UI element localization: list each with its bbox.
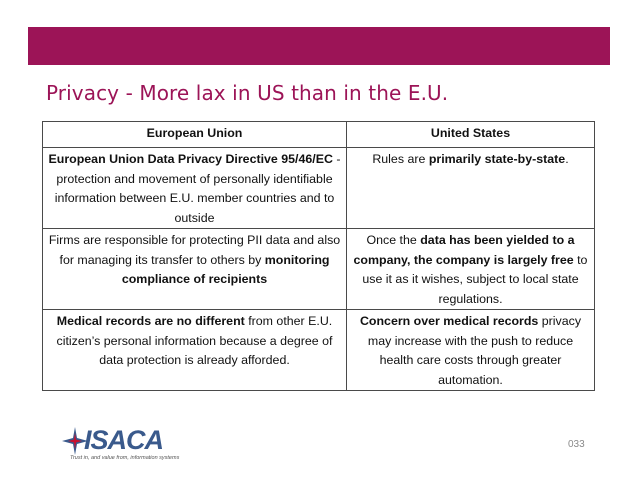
- eu-responsibility-text: Firms are responsible for protecting PII data and also for managing its transfer to others by: [48, 233, 341, 267]
- eu-medical-text: from other E.U. citizen’s personal information because a degree of data protection is already afforded.: [56, 314, 333, 367]
- us-cell-rules: [347, 148, 595, 229]
- us-cell-data-yielded: [347, 229, 595, 310]
- slide-title: Privacy - More lax in US than in the E.U.: [46, 81, 449, 105]
- table-row: [43, 310, 595, 391]
- eu-cell-medical: [43, 310, 347, 391]
- isaca-logo: [62, 425, 192, 465]
- us-rules-text-2: .: [565, 152, 569, 166]
- eu-directive-bold: European Union Data Privacy Directive 95/46/EC: [48, 152, 333, 166]
- page-number: 033: [568, 439, 585, 450]
- us-yielded-text-2: to use it as it wishes, subject to local state regulations.: [362, 252, 588, 306]
- eu-responsibility-bold: monitoring compliance of recipients: [121, 252, 330, 286]
- eu-cell-directive: [43, 148, 347, 229]
- eu-directive-text: - protection and movement of personally identifiable information between E.U. member countries and to outside: [54, 152, 341, 225]
- header-european-union: European Union: [43, 122, 347, 148]
- header-united-states: United States: [347, 122, 595, 148]
- table-header-row: [43, 122, 595, 148]
- logo-wordmark: ISACA: [84, 425, 164, 455]
- eu-cell-responsibility: [43, 229, 347, 310]
- header-band: [28, 27, 610, 65]
- logo-tagline: Trust in, and value from, information systems: [70, 455, 180, 461]
- eu-medical-bold: Medical records are no different: [56, 314, 245, 328]
- us-rules-text-1: Rules are: [372, 152, 429, 166]
- table-row: [43, 229, 595, 310]
- us-yielded-bold: data has been yielded to a company, the company is largely free: [353, 233, 575, 267]
- us-rules-bold: primarily state-by-state: [428, 152, 566, 166]
- comparison-table: [42, 121, 595, 391]
- us-medical-bold: Concern over medical records: [359, 314, 539, 328]
- table-row: [43, 148, 595, 229]
- us-yielded-text-1: Once the: [366, 233, 421, 247]
- us-medical-text: privacy may increase with the push to reduce health care costs through greater automation.: [367, 314, 582, 387]
- us-cell-medical: [347, 310, 595, 391]
